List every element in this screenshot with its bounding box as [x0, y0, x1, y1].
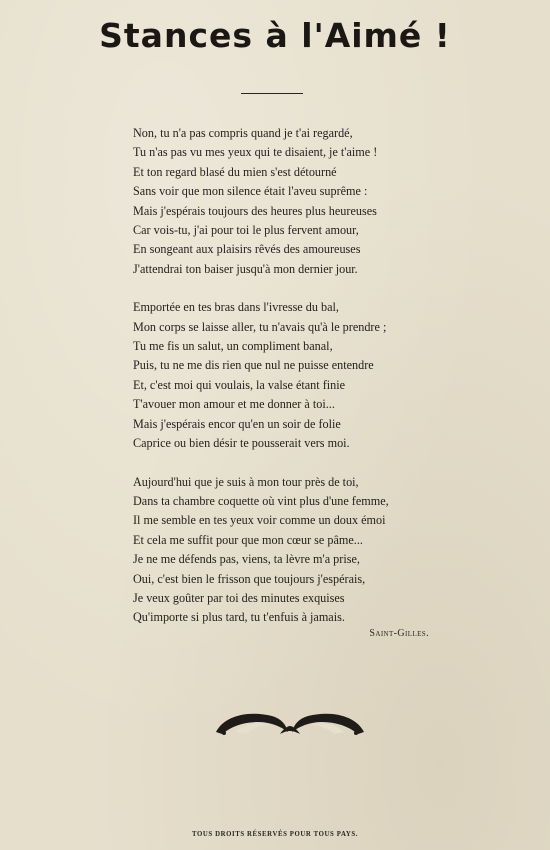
verse-line: Caprice ou bien désir te pousserait vers moi. — [133, 436, 350, 451]
stanza-1 — [133, 124, 453, 279]
verse-line: Mon corps se laisse aller, tu n'avais qu'à le prendre ; — [133, 319, 387, 334]
verse-line: Dans ta chambre coquette où vint plus d'une femme, — [133, 493, 389, 508]
verse-line: Je ne me défends pas, viens, ta lèvre m'a prise, — [133, 552, 360, 567]
verse-line: Sans voir que mon silence était l'aveu suprême : — [133, 184, 368, 199]
stanza-2 — [133, 298, 453, 453]
fleuron-ornament-icon — [214, 708, 366, 736]
title-divider — [241, 93, 303, 94]
verse-line: Aujourd'hui que je suis à mon tour près de toi, — [133, 474, 359, 489]
poem-body — [133, 124, 453, 647]
verse-line: En songeant aux plaisirs rêvés des amoureuses — [133, 242, 361, 257]
verse-line: Emportée en tes bras dans l'ivresse du bal, — [133, 300, 339, 315]
verse-line: Non, tu n'a pas compris quand je t'ai regardé, — [133, 126, 353, 140]
verse-line: Qu'importe si plus tard, tu t'enfuis à jamais. — [133, 610, 345, 625]
verse-line: Et ton regard blasé du mien s'est détourné — [133, 164, 337, 179]
verse-line: Tu me fis un salut, un compliment banal, — [133, 339, 333, 354]
verse-line: J'attendrai ton baiser jusqu'à mon dernier jour. — [133, 261, 358, 276]
verse-line: Oui, c'est bien le frisson que toujours j'espérais, — [133, 571, 366, 586]
verse-line: Puis, tu ne me dis rien que nul ne puisse entendre — [133, 358, 374, 373]
verse-line: T'avouer mon amour et me donner à toi... — [133, 397, 335, 412]
verse-line: Et, c'est moi qui voulais, la valse étant finie — [133, 377, 346, 392]
verse-line: Tu n'as pas vu mes yeux qui te disaient, je t'aime ! — [133, 145, 378, 160]
verse-line: Il me semble en tes yeux voir comme un doux émoi — [133, 513, 386, 528]
verse-line: Et cela me suffit pour que mon cœur se pâme... — [133, 532, 363, 547]
verse-line: Je veux goûter par toi des minutes exquises — [133, 590, 345, 605]
copyright-footer: TOUS DROITS RÉSERVÉS POUR TOUS PAYS. — [191, 831, 359, 838]
verse-line: Car vois-tu, j'ai pour toi le plus fervent amour, — [133, 223, 359, 238]
verse-line: Mais j'espérais toujours des heures plus heureuses — [133, 203, 377, 218]
poem-title: Stances à l'Aimé ! — [99, 16, 451, 55]
stanza-3 — [133, 473, 453, 628]
author-signature: Saint-Gilles. — [369, 628, 429, 639]
verse-line: Mais j'espérais encor qu'en un soir de folie — [133, 416, 341, 431]
